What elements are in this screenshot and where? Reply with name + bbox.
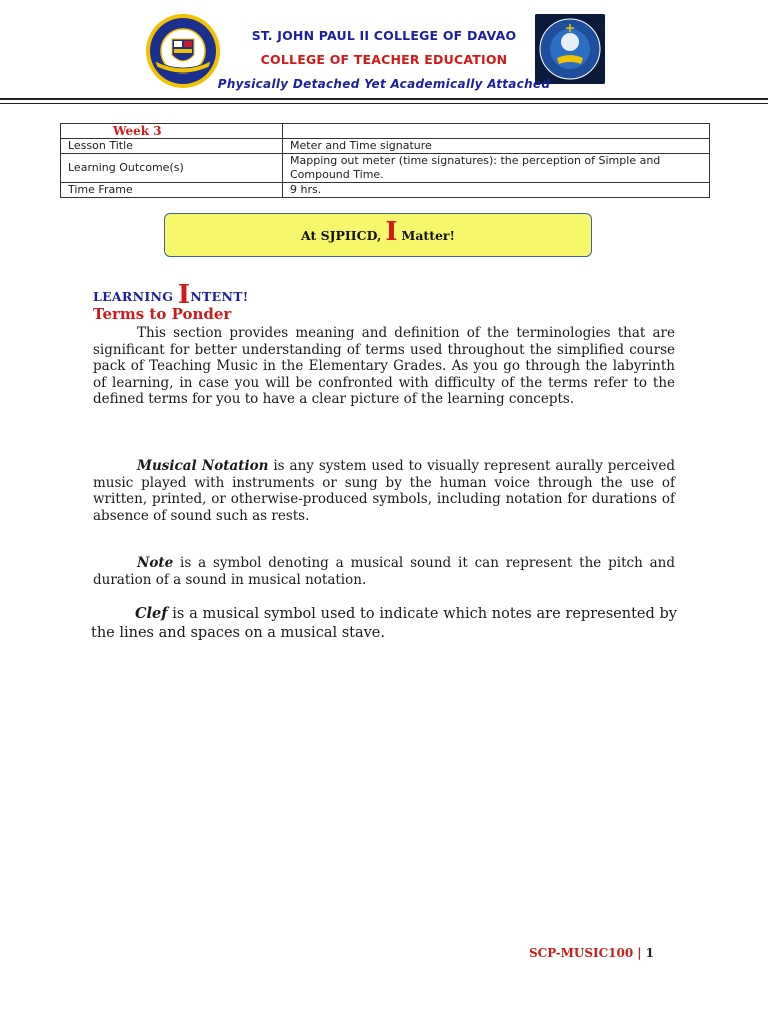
table-row	[61, 124, 710, 139]
learning-outcome-value: Mapping out meter (time signatures): the perception of Simple and Compound Time.	[283, 154, 710, 183]
learning-prefix: LEARNING	[93, 289, 178, 304]
definition-text: is a musical symbol used to indicate which notes are represented by the lines and spaces on a musical stave.	[91, 606, 677, 641]
definition-term: Note	[137, 555, 174, 571]
definition-paragraph	[93, 458, 675, 524]
learning-big-letter: I	[177, 280, 191, 310]
week-label: Week 3	[61, 124, 283, 139]
lesson-title-label: Lesson Title	[61, 139, 283, 154]
table-row	[61, 183, 710, 198]
definition-text: is any system used to visually represent aurally perceived music played with instruments or sung by the human voice through the use of written, printed, or otherwise-produced symbols, including notation for durations of absence of sound such as rests.	[93, 458, 676, 524]
learning-intent-heading	[93, 278, 249, 308]
lesson-info-table	[60, 123, 710, 198]
learning-outcome-label: Learning Outcome(s)	[61, 154, 283, 183]
header-divider-thin	[0, 103, 768, 104]
time-frame-label: Time Frame	[61, 183, 283, 198]
page-number: 1	[645, 946, 654, 960]
table-row	[61, 139, 710, 154]
intro-paragraph	[93, 325, 675, 408]
definition-text: is a symbol denoting a musical sound it can represent the pitch and duration of a sound in musical notation.	[93, 555, 675, 588]
school-name: ST. JOHN PAUL II COLLEGE OF DAVAO	[251, 28, 517, 43]
banner-big-letter: I	[385, 217, 398, 247]
definition-paragraph	[91, 604, 677, 643]
motto: Physically Detached Yet Academically Attached	[217, 77, 551, 91]
intro-text: This section provides meaning and definition of the terminologies that are significant for better understanding of terms used throughout the simplified course pack of Teaching Music in the Elementary Grades. As you go through the labyrinth of learning, in case you will be confronted with difficulty of the terms refer to the defined terms for you to have a clear picture of the learning concepts.	[93, 325, 675, 407]
college-name: COLLEGE OF TEACHER EDUCATION	[260, 52, 508, 67]
learning-suffix: NTENT!	[190, 289, 249, 304]
definition-term: Musical Notation	[137, 458, 269, 474]
banner-prefix: At SJPIICD,	[300, 227, 382, 243]
week-value	[283, 124, 710, 139]
definition-paragraph	[93, 555, 675, 588]
time-frame-value: 9 hrs.	[283, 183, 710, 198]
table-row	[61, 154, 710, 183]
definition-term: Clef	[135, 605, 168, 622]
footer-separator: |	[637, 946, 642, 960]
college-seal-logo	[535, 14, 605, 84]
terms-to-ponder-heading: Terms to Ponder	[93, 305, 232, 323]
page-footer	[529, 946, 654, 960]
banner-suffix: Matter!	[401, 227, 456, 243]
header-divider-thick	[0, 98, 768, 100]
motto-banner	[164, 213, 592, 257]
course-code: SCP-MUSIC100	[529, 946, 634, 960]
lesson-title-value: Meter and Time signature	[283, 139, 710, 154]
